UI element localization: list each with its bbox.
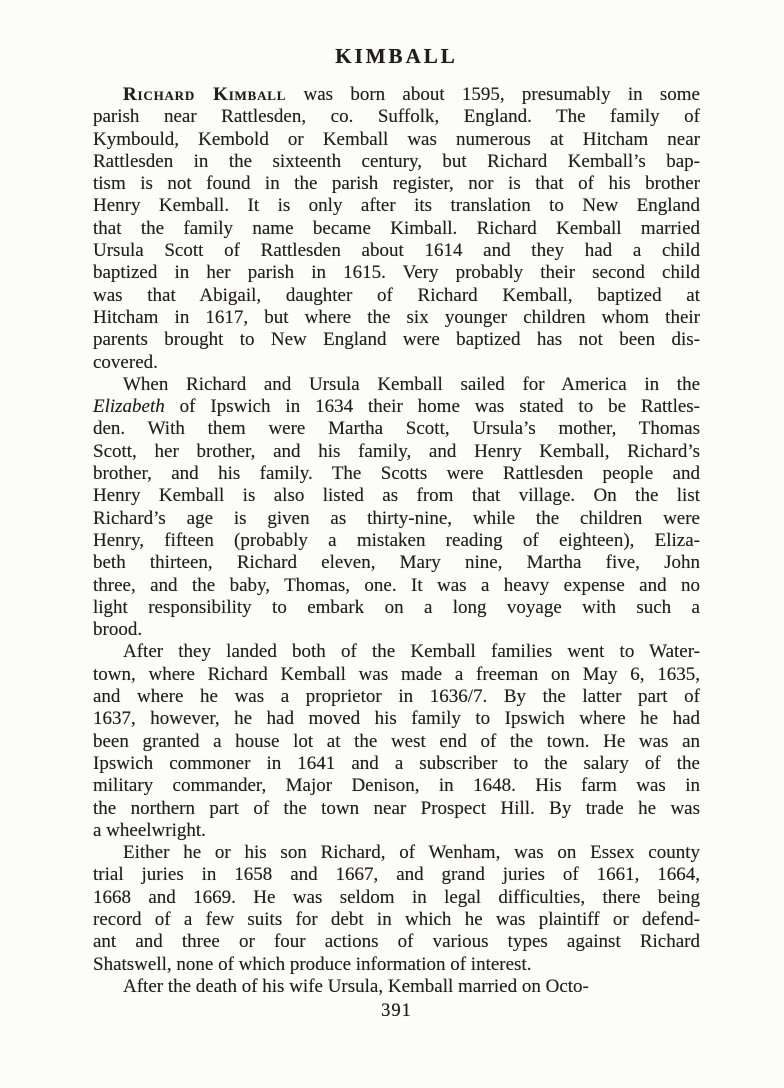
text-line: brother, and his family. The Scotts were Rattlesden people and	[93, 463, 700, 485]
text-line: Shatswell, none of which produce information of interest.	[93, 953, 532, 975]
text-line: Ursula Scott of Rattlesden about 1614 and they had a child	[93, 240, 700, 262]
text-line: Scott, her brother, and his family, and Henry Kemball, Richard’s	[93, 440, 700, 462]
text-line: a wheelwright.	[93, 819, 206, 841]
paragraph-4	[93, 842, 700, 976]
text-line: Richard’s age is given as thirty-nine, while the children were	[93, 507, 700, 529]
text-line: Kymbould, Kembold or Kemball was numerous at Hitcham near	[93, 128, 700, 150]
text-line: been granted a house lot at the west end of the town. He was an	[93, 730, 700, 752]
paragraph-1	[93, 84, 700, 374]
text-line: and where he was a proprietor in 1636/7. By the latter part of	[93, 686, 700, 708]
text-line: trial juries in 1658 and 1667, and grand juries of 1661, 1664,	[93, 864, 700, 886]
text-line: military commander, Major Denison, in 1648. His farm was in	[93, 775, 700, 797]
text-line: Richard Kimball was born about 1595, presumably in some	[123, 84, 700, 105]
text-line: was that Abigail, daughter of Richard Kemball, baptized at	[93, 284, 700, 306]
text-line: 1637, however, he had moved his family to Ipswich where he had	[93, 708, 700, 730]
text-line: beth thirteen, Richard eleven, Mary nine, Martha five, John	[93, 552, 700, 574]
paragraph-3	[93, 641, 700, 842]
text-line: baptized in her parish in 1615. Very probably their second child	[93, 262, 700, 284]
text-line: Hitcham in 1617, but where the six younger children whom their	[93, 306, 700, 328]
text-line: Henry Kemball. It is only after its translation to New England	[93, 195, 700, 217]
text-line: Henry Kemball is also listed as from that village. On the list	[93, 485, 700, 507]
text-line: ant and three or four actions of various types against Richard	[93, 931, 700, 953]
text-line: the northern part of the town near Prospect Hill. By trade he was	[93, 797, 700, 819]
page-number: 391	[381, 1001, 412, 1021]
text-line: town, where Richard Kemball was made a freeman on May 6, 1635,	[93, 663, 700, 685]
text-line: parents brought to New England were baptized has not been dis-	[93, 329, 700, 351]
text-line: den. With them were Martha Scott, Ursula’s mother, Thomas	[93, 418, 700, 440]
text-line: record of a few suits for debt in which he was plaintiff or defend-	[93, 908, 700, 930]
text-line: Rattlesden in the sixteenth century, but Richard Kemball’s bap-	[93, 150, 700, 172]
text-line: When Richard and Ursula Kemball sailed for America in the	[123, 373, 700, 395]
text-line: After the death of his wife Ursula, Kemball married on Octo-	[123, 975, 589, 997]
text-line: that the family name became Kimball. Richard Kemball married	[93, 217, 700, 239]
text-line: Elizabeth of Ipswich in 1634 their home was stated to be Rattles-	[93, 396, 700, 418]
text-line: three, and the baby, Thomas, one. It was a heavy expense and no	[93, 574, 700, 596]
text-line: parish near Rattlesden, co. Suffolk, England. The family of	[93, 106, 700, 128]
text-line: After they landed both of the Kemball families went to Water-	[123, 641, 700, 663]
text-line: light responsibility to embark on a long voyage with such a	[93, 596, 700, 618]
paragraph-2	[93, 374, 700, 642]
body-text	[93, 84, 700, 998]
person-name-smallcaps: Richard Kimball	[123, 84, 287, 105]
text-line: Either he or his son Richard, of Wenham, was on Essex county	[123, 842, 700, 864]
text-line: 1668 and 1669. He was seldom in legal difficulties, there being	[93, 886, 700, 908]
text-line: Ipswich commoner in 1641 and a subscriber to the salary of the	[93, 752, 700, 774]
text-line: brood.	[93, 619, 143, 641]
text-line: tism is not found in the parish register, nor is that of his brother	[93, 173, 700, 195]
page-title: KIMBALL	[335, 44, 458, 68]
text-line: Henry, fifteen (probably a mistaken reading of eighteen), Eliza-	[93, 529, 700, 551]
paragraph-5	[93, 976, 700, 998]
ship-name-italic: Elizabeth	[93, 396, 165, 418]
text-line: covered.	[93, 351, 158, 373]
